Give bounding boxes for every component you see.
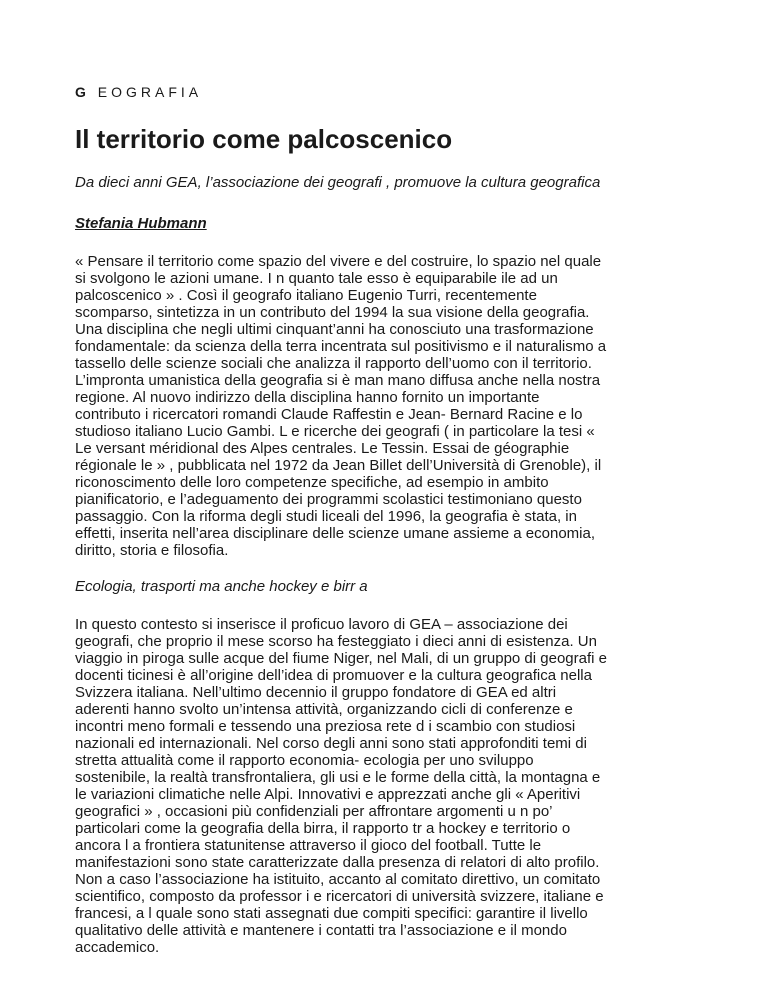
text-line: passaggio. Con la riforma degli studi liceali del 1996, la geografia è stata, in [75,508,577,525]
text-line: Le versant méridional des Alpes centrales. Le Tessin. Essai de géographie [75,440,570,457]
text-line: palcoscenico » . Così il geografo italiano Eugenio Turri, recentemente [75,287,537,304]
section-label-rest: EOGRAFIA [97,84,203,100]
text-line: accademico. [75,939,160,956]
text-line: francesi, a l quale sono stati assegnati due compiti specifici: garantire il livello [75,905,588,922]
section-label-initial: G [75,84,90,100]
article-author: Stefania Hubmann [75,215,207,232]
text-line: fondamentale: da scienza della terra incentrata sul positivismo e il naturalismo a [75,338,607,355]
text-line: studioso italiano Lucio Gambi. L e ricerche dei geografi ( in particolare la tesi « [75,423,595,440]
text-line: Non a caso l’associazione ha istituito, accanto al comitato direttivo, un comitato [75,871,601,888]
text-line: riconoscimento delle loro competenze specifiche, ad esempio in ambito [75,474,549,491]
text-line: « Pensare il territorio come spazio del vivere e del costruire, lo spazio nel quale [75,253,602,270]
text-line: pianificatorio, e l’adeguamento dei programmi scolastici testimoniano questo [75,491,582,508]
text-line: Una disciplina che negli ultimi cinquant’anni ha conosciuto una trasformazione [75,321,594,338]
text-line: L’impronta umanistica della geografia si è man mano diffusa anche nella nostra [75,372,601,389]
paragraph-gea [75,616,705,956]
text-line: regione. Al nuovo indirizzo della disciplina hanno fornito un importante [75,389,540,406]
text-line: In questo contesto si inserisce il proficuo lavoro di GEA – associazione dei [75,616,568,633]
text-line: Svizzera italiana. Nell’ultimo decennio il gruppo fondatore di GEA ed altri [75,684,557,701]
text-line: nazionali ed internazionali. Nel corso degli anni sono stati approfonditi temi di [75,735,587,752]
text-line: geografi, che proprio il mese scorso ha festeggiato i dieci anni di esistenza. Un [75,633,597,650]
text-line: tassello delle scienze sociali che analizza il rapporto dell’uomo con il territorio. [75,355,592,372]
section-subheading: Ecologia, trasporti ma anche hockey e birr a [75,578,368,595]
paragraph-intro [75,253,705,559]
text-line: manifestazioni sono state caratterizzate dalla presenza di relatori di alto profilo. [75,854,600,871]
text-line: incontri meno formali e tessendo una preziosa rete d i scambio con studiosi [75,718,576,735]
text-line: contributo i ricercatori romandi Claude Raffestin e Jean- Bernard Racine e lo [75,406,583,423]
text-line: qualitativo delle attività e mantenere i contatti tra l’associazione e il mondo [75,922,567,939]
text-line: scomparso, sintetizza in un contributo del 1994 la sua visione della geografia. [75,304,590,321]
text-line: docenti ticinesi è all’origine dell’idea di promuover e la cultura geografica nella [75,667,592,684]
text-line: diritto, storia e filosofia. [75,542,229,559]
text-line: stretta attualità come il rapporto economia- ecologia per uno sviluppo [75,752,534,769]
text-line: si svolgono le azioni umane. I n quanto tale esso è equiparabile ile ad un [75,270,558,287]
text-line: sostenibile, la realtà transfrontaliera, gli usi e le forme della città, la montagna e [75,769,601,786]
text-line: aderenti hanno svolto un’intensa attività, organizzando cicli di conferenze e [75,701,573,718]
document-page [75,84,705,956]
text-line: ancora l a frontiera statunitense attraverso il gioco del football. Tutte le [75,837,542,854]
text-line: le variazioni climatiche nelle Alpi. Innovativi e apprezzati anche gli « Aperitivi [75,786,581,803]
text-line: viaggio in piroga sulle acque del fiume Niger, nel Mali, di un gruppo di geografi e [75,650,607,667]
text-line: régionale le » , pubblicata nel 1972 da Jean Billet dell’Università di Grenoble), il [75,457,602,474]
text-line: geografici » , occasioni più confidenziali per affrontare argomenti u n po’ [75,803,553,820]
text-line: scientifico, composto da professor i e ricercatori di università svizzere, italiane e [75,888,604,905]
section-label [75,84,705,101]
article-subtitle: Da dieci anni GEA, l’associazione dei geografi , promuove la cultura geografica [75,174,601,191]
article-title: Il territorio come palcoscenico [75,124,453,154]
text-line: particolari come la geografia della birra, il rapporto tr a hockey e territorio o [75,820,571,837]
text-line: effetti, inserita nell’area disciplinare delle scienze umane assieme a economia, [75,525,596,542]
